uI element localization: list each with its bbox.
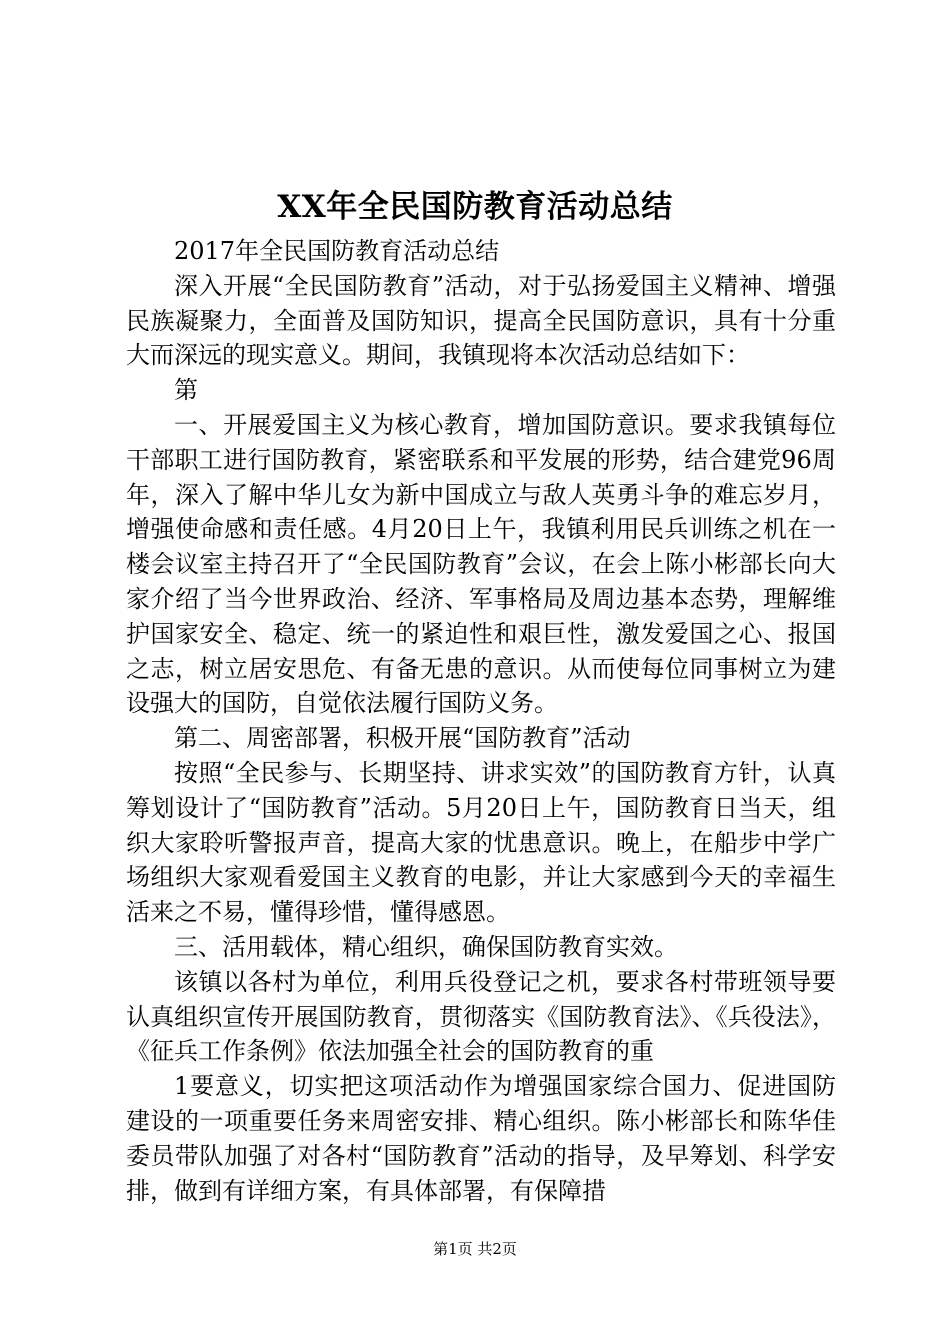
paragraph-section-3: 该镇以各村为单位，利用兵役登记之机，要求各村带班领导要认真组织宣传开展国防教育，贯彻落实《国防教育法》、《兵役法》，《征兵工作条例》依法加强全社会的国防教育的重	[126, 967, 836, 1066]
document-title: XX年全民国防教育活动总结	[277, 189, 673, 225]
paragraph-heading-2: 第二、周密部署，积极开展“国防教育”活动	[174, 724, 631, 753]
paragraph-section-3-cont: 1要意义，切实把这项活动作为增强国家综合国力、促进国防建设的一项重要任务来周密安排、精心组织。陈小彬部长和陈华佳委员带队加强了对各村“国防教育”活动的指导，及早筹划、科学安排，做到有详细方案，有具体部署，有保障措	[126, 1072, 836, 1205]
paragraph-heading-3: 三、活用载体，精心组织，确保国防教育实效。	[174, 932, 678, 961]
page-number-footer: 第1页 共2页	[433, 1240, 517, 1258]
paragraph-section-1: 一、开展爱国主义为核心教育，增加国防意识。要求我镇每位干部职工进行国防教育，紧密联系和平发展的形势，结合建党96周年，深入了解中华儿女为新中国成立与敌人英勇斗争的难忘岁月，增强使命感和责任感。4月20日上午，我镇利用民兵训练之机在一楼会议室主持召开了“全民国防教育”会议，在会上陈小彬部长向大家介绍了当今世界政治、经济、军事格局及周边基本态势，理解维护国家安全、稳定、统一的紧迫性和艰巨性，激发爱国之心、报国之志，树立居安思危、有备无患的意识。从而使每位同事树立为建设强大的国防，自觉依法履行国防义务。	[126, 410, 836, 718]
document-body	[126, 234, 836, 1208]
paragraph-intro: 深入开展“全民国防教育”活动，对于弘扬爱国主义精神、增强民族凝聚力，全面普及国防知识，提高全民国防意识，具有十分重大而深远的现实意义。期间，我镇现将本次活动总结如下：	[126, 271, 836, 370]
paragraph-subtitle: 2017年全民国防教育活动总结	[174, 237, 500, 265]
paragraph-section-2: 按照“全民参与、长期坚持、讲求实效”的国防教育方针，认真筹划设计了“国防教育”活动。5月20日上午，国防教育日当天，组织大家聆听警报声音，提高大家的忧患意识。晚上，在船步中学广场组织大家观看爱国主义教育的电影，并让大家感到今天的幸福生活来之不易，懂得珍惜，懂得感恩。	[126, 758, 836, 927]
paragraph-fragment: 第	[174, 376, 198, 405]
